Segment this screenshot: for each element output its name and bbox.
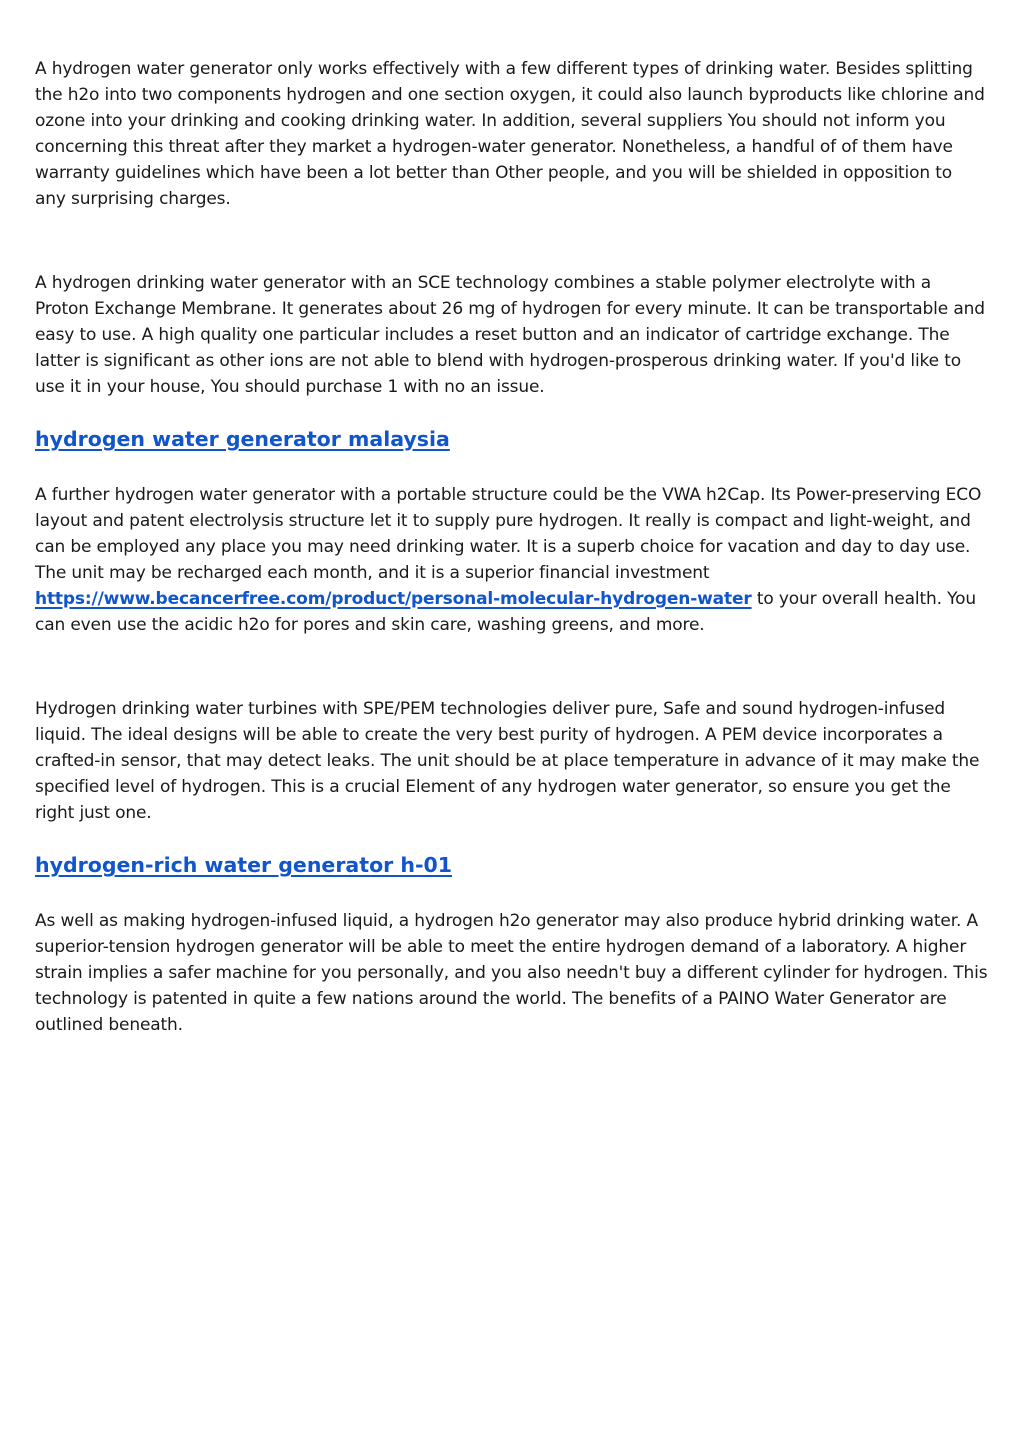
heading-link-malaysia[interactable]: hydrogen water generator malaysia <box>35 427 450 451</box>
paragraph-vwa-h2cap <box>35 482 988 638</box>
heading-h01 <box>35 850 988 880</box>
heading-malaysia <box>35 424 988 454</box>
paragraph-sce-technology: A hydrogen drinking water generator with an SCE technology combines a stable polymer electrolyte with a Proton Exchange Membrane. It generates about 26 mg of hydrogen for every minute. It can be transportable and easy to use. A high quality one particular includes a reset button and an indicator of cartridge exchange. The latter is significant as other ions are not able to blend with hydrogen-prosperous drinking water. If you'd like to use it in your house, You should purchase 1 with no an issue. <box>35 273 985 397</box>
paragraph-hybrid-water: As well as making hydrogen-infused liquid, a hydrogen h2o generator may also produce hybrid drinking water. A superior-tension hydrogen generator will be able to meet the entire hydrogen demand of a laboratory. A higher strain implies a safer machine for you personally, and you also needn't buy a different cylinder for hydrogen. This technology is patented in quite a few nations around the world. The benefits of a PAINO Water Generator are outlined beneath. <box>35 911 988 1035</box>
becancerfree-link[interactable]: https://www.becancerfree.com/product/personal-molecular-hydrogen-water <box>35 589 752 609</box>
paragraph-vwa-text-before: A further hydrogen water generator with a portable structure could be the VWA h2Cap. Its Power-preserving ECO layout and patent electrolysis structure let it to supply pure hydrogen. It really is compact and light-weight, and can be employed any place you may need drinking water. It is a superb choice for vacation and day to day use. The unit may be recharged each month, and it is a superior financial investment <box>35 485 982 583</box>
heading-link-h01[interactable]: hydrogen-rich water generator h-01 <box>35 853 453 877</box>
paragraph-intro: A hydrogen water generator only works effectively with a few different types of drinking water. Besides splitting the h2o into two components hydrogen and one section oxygen, it could also launch byproducts like chlorine and ozone into your drinking and cooking drinking water. In addition, several suppliers You should not inform you concerning this threat after they market a hydrogen-water generator. Nonetheless, a handful of of them have warranty guidelines which have been a lot better than Other people, and you will be shielded in opposition to any surprising charges. <box>35 59 985 209</box>
paragraph-vwa-text-after: to your overall health. You can even use the acidic h2o for pores and skin care, washing greens, and more. <box>35 589 976 635</box>
paragraph-spe-pem: Hydrogen drinking water turbines with SPE/PEM technologies deliver pure, Safe and sound hydrogen-infused liquid. The ideal designs will be able to create the very best purity of hydrogen. A PEM device incorporates a crafted-in sensor, that may detect leaks. The unit should be at place temperature in advance of it may make the specified level of hydrogen. This is a crucial Element of any hydrogen water generator, so ensure you get the right just one. <box>35 699 980 823</box>
